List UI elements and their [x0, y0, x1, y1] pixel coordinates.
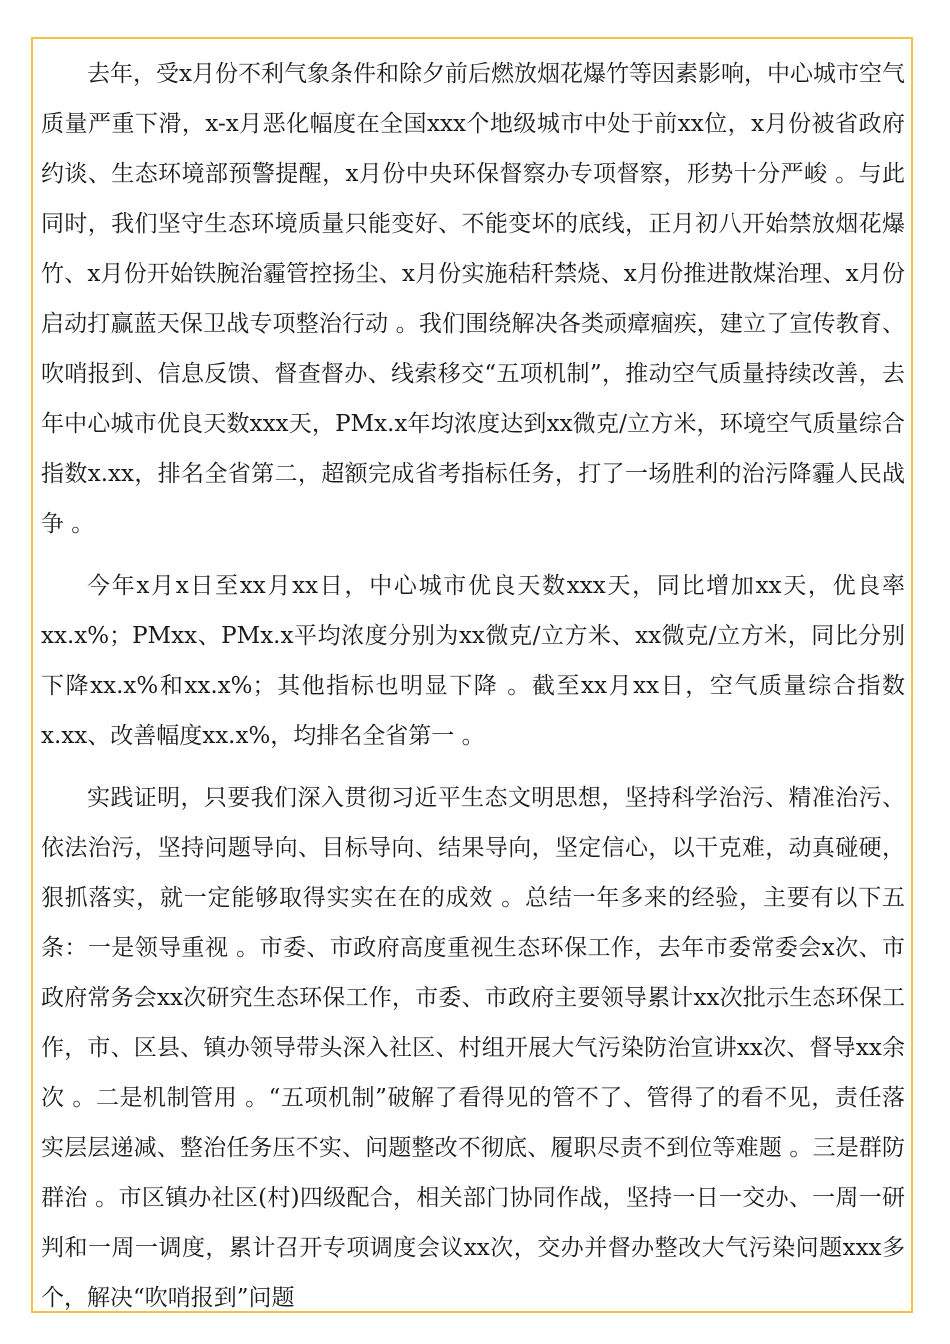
page-border-frame — [31, 37, 913, 1313]
document-body — [41, 49, 905, 1323]
paragraph-this-year-results: 今年x月x日至xx月xx日，中心城市优良天数xxx天，同比增加xx天，优良率xx.x%；PMxx、PMx.x平均浓度分别为xx微克/立方米、xx微克/立方米，同比分别下降xx.x%和xx.x%；其他指标也明显下降 。截至xx月xx日，空气质量综合指数x.xx、改善幅度xx.x%，均排名全省第一 。 — [41, 573, 905, 749]
paragraph-experience-summary: 实践证明，只要我们深入贯彻习近平生态文明思想，坚持科学治污、精准治污、依法治污，坚持问题导向、目标导向、结果导向，坚定信心，以干克难，动真碰硬，狠抓落实，就一定能够取得实实在在的成效 。总结一年多来的经验，主要有以下五条：一是领导重视 。市委、市政府高度重视生态环保工作，去年市委常委会x次、市政府常务会xx次研究生态环保工作，市委、市政府主要领导累计xx次批示生态环保工作，市、区县、镇办领导带头深入社区、村组开展大气污染防治宣讲xx次、督导xx余次 。二是机制管用 。“五项机制”破解了看得见的管不了、管得了的看不见，责任落实层层递减、整治任务压不实、问题整改不彻底、履职尽责不到位等难题 。三是群防群治 。市区镇办社区(村)四级配合，相关部门协同作战，坚持一日一交办、一周一研判和一周一调度，累计召开专项调度会议xx次，交办并督办整改大气污染问题xxx多个，解决“吹哨报到”问题 — [41, 785, 905, 1311]
paragraph-last-year-summary: 去年，受x月份不利气象条件和除夕前后燃放烟花爆竹等因素影响，中心城市空气质量严重下滑，x-x月恶化幅度在全国xxx个地级城市中处于前xx位，x月份被省政府约谈、生态环境部预警提醒，x月份中央环保督察办专项督察，形势十分严峻 。与此同时，我们坚守生态环境质量只能变好、不能变坏的底线，正月初八开始禁放烟花爆竹、x月份开始铁腕治霾管控扬尘、x月份实施秸秆禁烧、x月份推进散煤治理、x月份启动打赢蓝天保卫战专项整治行动 。我们围绕解决各类顽瘴痼疾，建立了宣传教育、吹哨报到、信息反馈、督查督办、线索移交“五项机制”，推动空气质量持续改善，去年中心城市优良天数xxx天，PMx.x年均浓度达到xx微克/立方米，环境空气质量综合指数x.xx，排名全省第二，超额完成省考指标任务，打了一场胜利的治污降霾人民战争 。 — [41, 61, 905, 537]
